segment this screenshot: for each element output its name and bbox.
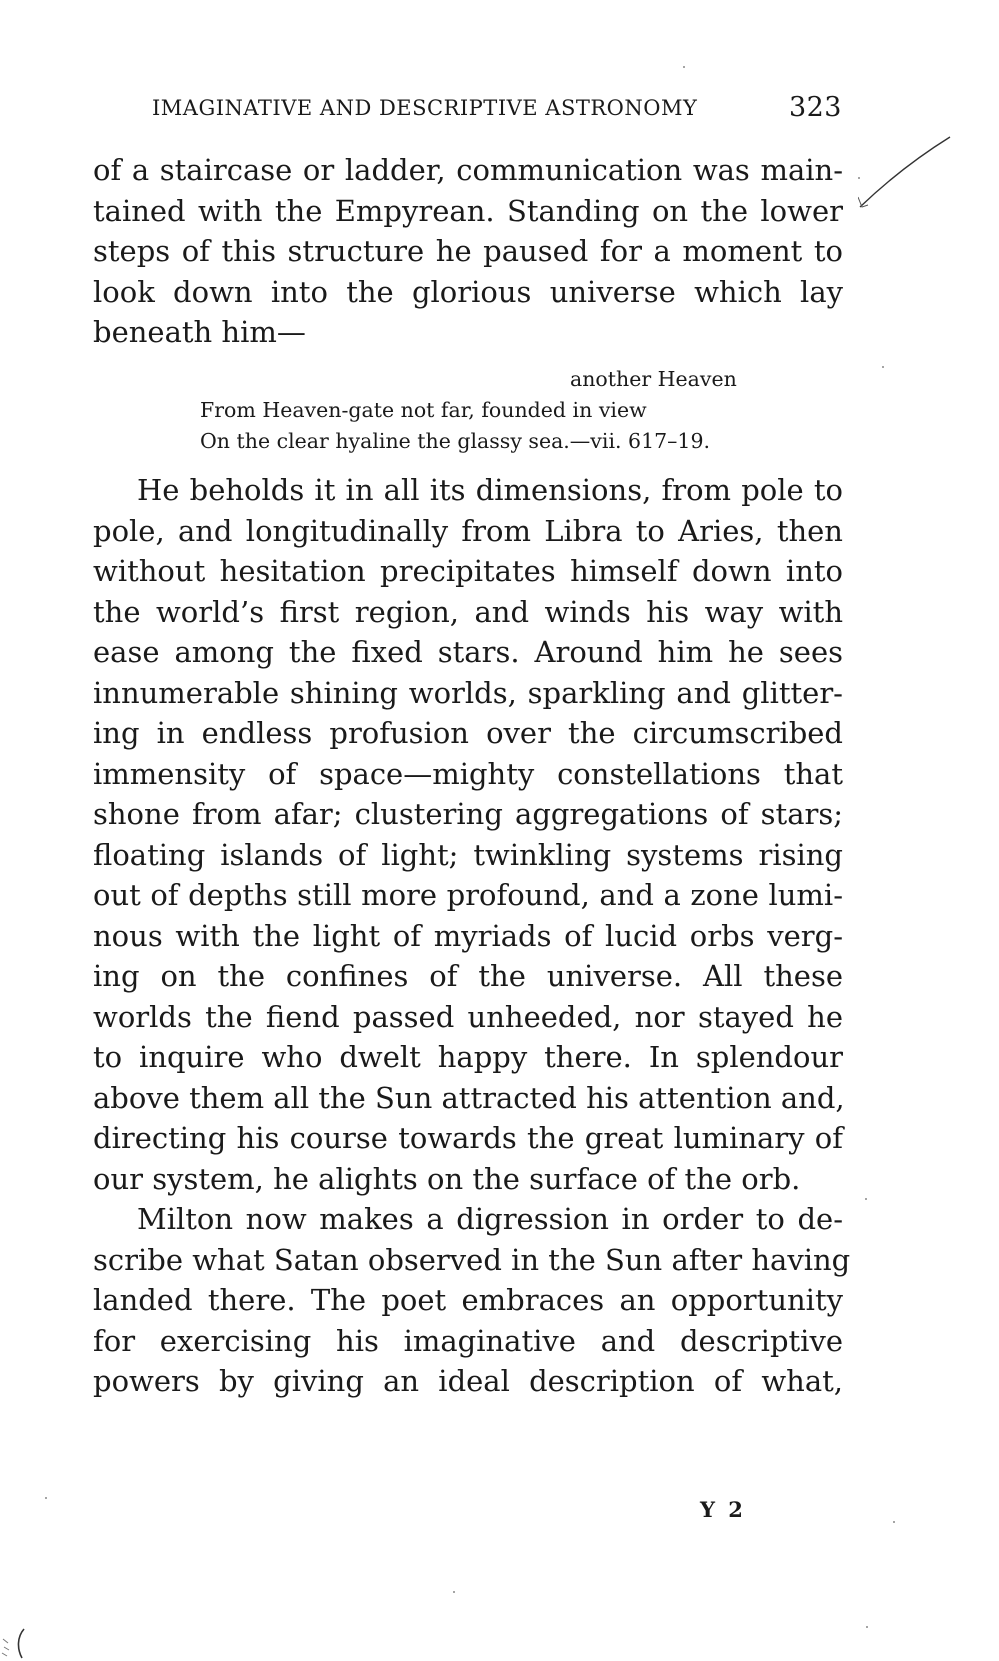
- text-line: look down into the glorious universe which lay: [93, 274, 843, 309]
- text-line: the world’s first region, and winds his way with: [93, 594, 843, 629]
- text-line: out of depths still more profound, and a zone lumi-: [93, 878, 843, 912]
- text-line: steps of this structure he paused for a moment to: [93, 234, 843, 268]
- text-line: nous with the light of myriads of lucid orbs verg-: [93, 918, 843, 953]
- speck-mark: [683, 66, 685, 68]
- speck-mark: [893, 1521, 895, 1523]
- text-line: our system, he alights on the surface of the orb.: [93, 1161, 801, 1196]
- text-line: for exercising his imaginative and descriptive: [93, 1323, 843, 1358]
- speck-mark: [453, 1591, 455, 1593]
- text-line: pole, and longitudinally from Libra to Aries, then: [93, 513, 843, 548]
- speck-mark: [858, 177, 860, 179]
- speck-mark: [882, 366, 884, 368]
- text-line: directing his course towards the great luminary of: [93, 1121, 843, 1155]
- text-line: worlds the fiend passed unheeded, nor stayed he: [93, 999, 843, 1034]
- speck-mark: [865, 1198, 867, 1200]
- page-header: [152, 92, 842, 132]
- paragraph-1: [93, 150, 843, 353]
- text-line: ing on the confines of the universe. All these: [93, 959, 843, 993]
- text-line: innumerable shining worlds, sparkling and glitter-: [93, 675, 843, 710]
- binding-edge-mark-icon: [0, 1625, 30, 1661]
- speck-mark: [45, 1497, 47, 1499]
- quote-line: another Heaven: [570, 367, 737, 391]
- paragraph-2: [93, 470, 843, 1199]
- text-line: He beholds it in all its dimensions, from pole to: [137, 473, 843, 507]
- page-number: 323: [788, 92, 842, 123]
- text-line: ing in endless profusion over the circumscribed: [93, 716, 843, 750]
- text-line: scribe what Satan observed in the Sun after having: [93, 1242, 851, 1277]
- text-line: landed there. The poet embraces an opportunity: [93, 1283, 843, 1317]
- paragraph-3: [93, 1199, 851, 1402]
- text-line: immensity of space—mighty constellations that: [93, 756, 843, 791]
- text-line: to inquire who dwelt happy there. In splendour: [93, 1040, 843, 1074]
- text-line: powers by giving an ideal description of what,: [93, 1364, 843, 1398]
- speck-mark: [866, 1626, 868, 1628]
- quote-line: On the clear hyaline the glassy sea.—vii. 617–19.: [200, 429, 711, 453]
- text-line: of a staircase or ladder, communication was main-: [93, 153, 843, 187]
- signature-mark: Y 2: [700, 1497, 746, 1522]
- text-line: shone from afar; clustering aggregations of stars;: [93, 797, 843, 831]
- text-line: Milton now makes a digression in order to de-: [137, 1202, 843, 1236]
- text-line: ease among the fixed stars. Around him he sees: [93, 635, 843, 669]
- pencil-mark-icon: [858, 135, 953, 215]
- text-line: tained with the Empyrean. Standing on the lower: [93, 193, 843, 228]
- text-line: above them all the Sun attracted his attention and,: [93, 1080, 845, 1115]
- text-line: beneath him—: [93, 315, 306, 349]
- text-line: floating islands of light; twinkling systems rising: [93, 837, 843, 872]
- quote-line: From Heaven-gate not far, founded in view: [200, 398, 647, 422]
- running-title: IMAGINATIVE AND DESCRIPTIVE ASTRONOMY: [152, 96, 698, 120]
- verse-quotation: [200, 364, 800, 457]
- text-line: without hesitation precipitates himself down into: [93, 554, 843, 588]
